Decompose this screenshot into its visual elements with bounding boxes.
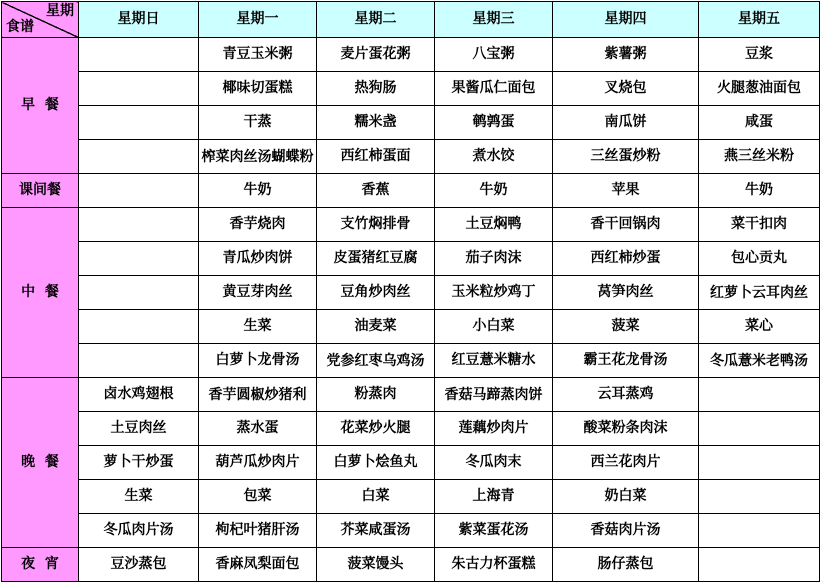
- dish-tuesday: 麦片蛋花粥: [317, 38, 435, 72]
- dish-friday: [699, 548, 820, 582]
- dish-tuesday: 芥菜咸蛋汤: [317, 514, 435, 548]
- dish-sunday: [79, 276, 199, 310]
- menu-row: [2, 548, 820, 582]
- dish-wednesday: 八宝粥: [435, 38, 553, 72]
- dish-wednesday: 香菇马蹄蒸肉饼: [435, 378, 553, 412]
- dish-sunday: [79, 310, 199, 344]
- dish-wednesday: 紫菜蛋花汤: [435, 514, 553, 548]
- dish-friday: 菜心: [699, 310, 820, 344]
- dish-wednesday: 鹌鹑蛋: [435, 106, 553, 140]
- dish-thursday: 紫薯粥: [553, 38, 699, 72]
- dish-friday: [699, 412, 820, 446]
- dish-thursday: 莴笋肉丝: [553, 276, 699, 310]
- day-header-friday: 星期五: [699, 2, 820, 38]
- dish-friday: 牛奶: [699, 174, 820, 208]
- menu-row: [2, 412, 820, 446]
- dish-thursday: 肠仔蒸包: [553, 548, 699, 582]
- dish-monday: 椰味切蛋糕: [199, 72, 317, 106]
- dish-tuesday: 粉蒸肉: [317, 378, 435, 412]
- dish-tuesday: 白萝卜烩鱼丸: [317, 446, 435, 480]
- dish-wednesday: 冬瓜肉末: [435, 446, 553, 480]
- dish-thursday: 西兰花肉片: [553, 446, 699, 480]
- meal-label-dinner: 晚 餐: [2, 378, 79, 548]
- menu-row: [2, 208, 820, 242]
- dish-monday: 蒸水蛋: [199, 412, 317, 446]
- corner-weekday-label: 星期: [46, 3, 74, 19]
- dish-thursday: 西红柿炒蛋: [553, 242, 699, 276]
- dish-monday: 葫芦瓜炒肉片: [199, 446, 317, 480]
- dish-friday: [699, 378, 820, 412]
- menu-row: [2, 140, 820, 174]
- dish-thursday: 酸菜粉条肉沫: [553, 412, 699, 446]
- dish-friday: 豆浆: [699, 38, 820, 72]
- dish-tuesday: 白菜: [317, 480, 435, 514]
- dish-wednesday: 玉米粒炒鸡丁: [435, 276, 553, 310]
- dish-monday: 青豆玉米粥: [199, 38, 317, 72]
- dish-monday: 榨菜肉丝汤蝴蝶粉: [199, 140, 317, 174]
- dish-tuesday: 党参红枣乌鸡汤: [317, 344, 435, 378]
- meal-label-breakfast: 早 餐: [2, 38, 79, 174]
- dish-sunday: 生菜: [79, 480, 199, 514]
- dish-tuesday: 豆角炒肉丝: [317, 276, 435, 310]
- dish-thursday: 香菇肉片汤: [553, 514, 699, 548]
- dish-wednesday: 红豆薏米糖水: [435, 344, 553, 378]
- dish-sunday: 卤水鸡翅根: [79, 378, 199, 412]
- dish-sunday: [79, 174, 199, 208]
- dish-monday: 包菜: [199, 480, 317, 514]
- dish-sunday: 萝卜干炒蛋: [79, 446, 199, 480]
- dish-wednesday: 牛奶: [435, 174, 553, 208]
- dish-sunday: [79, 106, 199, 140]
- dish-monday: 青瓜炒肉饼: [199, 242, 317, 276]
- corner-menu-label: 食谱: [6, 19, 34, 35]
- day-header-monday: 星期一: [199, 2, 317, 38]
- menu-row: [2, 378, 820, 412]
- dish-monday: 香芋烧肉: [199, 208, 317, 242]
- dish-monday: 黄豆芽肉丝: [199, 276, 317, 310]
- dish-thursday: 香干回锅肉: [553, 208, 699, 242]
- dish-tuesday: 支竹焖排骨: [317, 208, 435, 242]
- dish-tuesday: 糯米盏: [317, 106, 435, 140]
- dish-thursday: 奶白菜: [553, 480, 699, 514]
- dish-monday: 枸杞叶猪肝汤: [199, 514, 317, 548]
- dish-thursday: 叉烧包: [553, 72, 699, 106]
- dish-thursday: 三丝蛋炒粉: [553, 140, 699, 174]
- dish-tuesday: 菠菜馒头: [317, 548, 435, 582]
- dish-wednesday: 小白菜: [435, 310, 553, 344]
- menu-row: [2, 242, 820, 276]
- header-row: [2, 2, 820, 38]
- meal-label-late-night: 夜 宵: [2, 548, 79, 582]
- dish-sunday: [79, 242, 199, 276]
- dish-sunday: [79, 140, 199, 174]
- day-header-thursday: 星期四: [553, 2, 699, 38]
- weekly-menu-table: [1, 1, 820, 582]
- dish-sunday: 土豆肉丝: [79, 412, 199, 446]
- day-header-wednesday: 星期三: [435, 2, 553, 38]
- menu-row: [2, 514, 820, 548]
- dish-thursday: 苹果: [553, 174, 699, 208]
- meal-label-snack: 课间餐: [2, 174, 79, 208]
- dish-monday: 白萝卜龙骨汤: [199, 344, 317, 378]
- dish-wednesday: 朱古力杯蛋糕: [435, 548, 553, 582]
- corner-cell: [2, 2, 79, 38]
- menu-row: [2, 106, 820, 140]
- dish-wednesday: 果酱瓜仁面包: [435, 72, 553, 106]
- dish-tuesday: 西红柿蛋面: [317, 140, 435, 174]
- dish-friday: 冬瓜薏米老鸭汤: [699, 344, 820, 378]
- dish-sunday: 豆沙蒸包: [79, 548, 199, 582]
- dish-sunday: [79, 38, 199, 72]
- dish-friday: [699, 446, 820, 480]
- dish-sunday: [79, 208, 199, 242]
- dish-thursday: 霸王花龙骨汤: [553, 344, 699, 378]
- menu-row: [2, 38, 820, 72]
- dish-friday: 包心贡丸: [699, 242, 820, 276]
- dish-monday: 生菜: [199, 310, 317, 344]
- menu-row: [2, 480, 820, 514]
- menu-row: [2, 276, 820, 310]
- dish-tuesday: 油麦菜: [317, 310, 435, 344]
- dish-wednesday: 上海青: [435, 480, 553, 514]
- dish-friday: 燕三丝米粉: [699, 140, 820, 174]
- menu-row: [2, 344, 820, 378]
- day-header-tuesday: 星期二: [317, 2, 435, 38]
- menu-row: [2, 310, 820, 344]
- dish-thursday: 云耳蒸鸡: [553, 378, 699, 412]
- dish-wednesday: 茄子肉沫: [435, 242, 553, 276]
- dish-friday: [699, 480, 820, 514]
- menu-row: [2, 72, 820, 106]
- dish-friday: 红萝卜云耳肉丝: [699, 276, 820, 310]
- dish-thursday: 菠菜: [553, 310, 699, 344]
- dish-wednesday: 莲藕炒肉片: [435, 412, 553, 446]
- day-header-sunday: 星期日: [79, 2, 199, 38]
- dish-monday: 香芋圆椒炒猪利: [199, 378, 317, 412]
- dish-friday: 火腿葱油面包: [699, 72, 820, 106]
- dish-friday: [699, 514, 820, 548]
- dish-thursday: 南瓜饼: [553, 106, 699, 140]
- dish-sunday: [79, 344, 199, 378]
- dish-wednesday: 煮水饺: [435, 140, 553, 174]
- dish-sunday: [79, 72, 199, 106]
- menu-row: [2, 446, 820, 480]
- dish-tuesday: 热狗肠: [317, 72, 435, 106]
- dish-friday: 菜干扣肉: [699, 208, 820, 242]
- dish-monday: 干蒸: [199, 106, 317, 140]
- dish-tuesday: 香蕉: [317, 174, 435, 208]
- dish-tuesday: 皮蛋猪红豆腐: [317, 242, 435, 276]
- dish-sunday: 冬瓜肉片汤: [79, 514, 199, 548]
- dish-monday: 香麻凤梨面包: [199, 548, 317, 582]
- meal-label-lunch: 中 餐: [2, 208, 79, 378]
- dish-friday: 咸蛋: [699, 106, 820, 140]
- dish-tuesday: 花菜炒火腿: [317, 412, 435, 446]
- dish-monday: 牛奶: [199, 174, 317, 208]
- dish-wednesday: 土豆焖鸭: [435, 208, 553, 242]
- menu-row: [2, 174, 820, 208]
